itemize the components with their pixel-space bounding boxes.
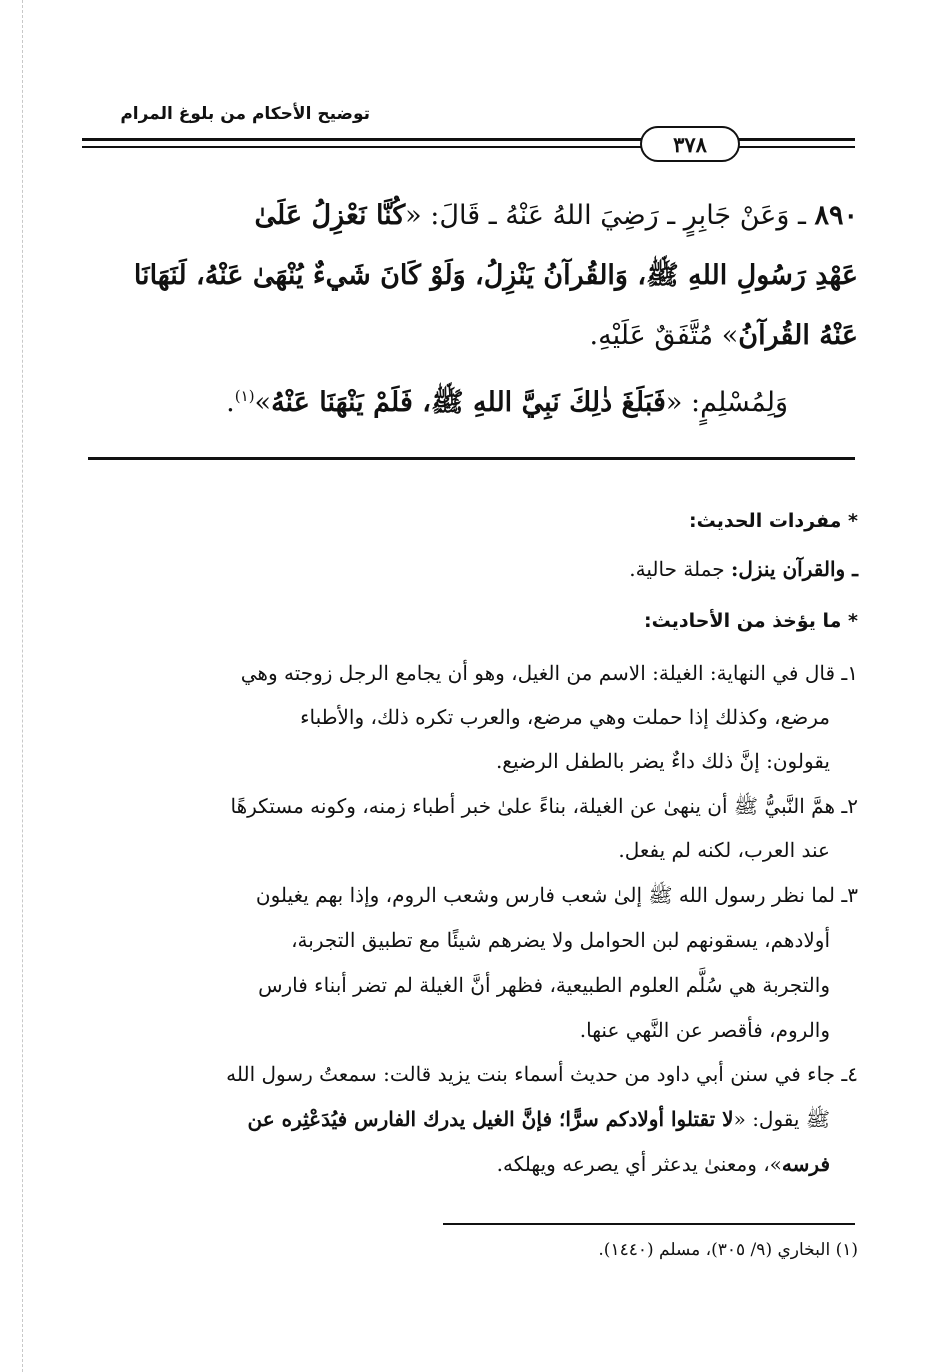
hadith-attribution: » مُتَّفَقٌ عَلَيْهِ. <box>589 320 739 351</box>
page-margin-line <box>22 0 23 1372</box>
lesson-text: »، ومعنىٰ يدعثر أي يصرعه ويهلكه. <box>496 1152 782 1176</box>
vocab-term: ـ والقرآن ينزل: <box>730 557 858 581</box>
vocab-item <box>629 550 858 588</box>
lesson-line: يقولون: إنَّ ذلك داءٌ يضر بالطفل الرضيع. <box>495 749 830 773</box>
footnote-rule <box>443 1223 855 1225</box>
hadith-quote-close: » <box>254 387 272 418</box>
lesson-line: والروم، فأقصر عن النَّهي عنها. <box>579 1018 830 1042</box>
lesson-quote: فرسه <box>781 1152 830 1176</box>
lesson-line: ١ـ قال في النهاية: الغيلة: الاسم من الغيل، وهو أن يجامع الرجل زوجته وهي <box>240 661 858 685</box>
lesson-line: مرضع، وكذلك إذا حملت وهي مرضع، والعرب تكره ذلك، والأطباء <box>300 705 830 729</box>
running-header-title: توضيح الأحكام من بلوغ المرام <box>120 104 370 124</box>
hadith-text: . <box>226 387 235 418</box>
hadith-line-3 <box>590 306 858 366</box>
page-number: ٣٧٨ <box>673 131 707 157</box>
hadith-number: ٨٩٠ <box>814 200 858 231</box>
section-divider <box>88 457 855 460</box>
hadith-quote: عَهْدِ رَسُولِ اللهِ ﷺ، وَالقُرآنُ يَنْزِلُ، وَلَوْ كَانَ شَيءٌ يُنْهَىٰ عَنْهُ، لَنَهَانَا <box>133 260 858 291</box>
lesson-line <box>497 1145 830 1183</box>
hadith-quote: كُنَّا نَعْزِلُ عَلَىٰ <box>254 200 406 231</box>
vocab-definition: جملة حالية. <box>629 557 731 581</box>
footnote-marker[interactable]: (١) <box>234 387 255 405</box>
lesson-line: ٤ـ جاء في سنن أبي داود من حديث أسماء بنت يزيد قالت: سمعتُ رسول الله <box>226 1062 858 1086</box>
lessons-heading: * ما يؤخذ من الأحاديث: <box>644 610 858 632</box>
hadith-text: ـ وَعَنْ جَابِرٍ ـ رَضِيَ اللهُ عَنْهُ ـ قَالَ: « <box>405 200 806 231</box>
hadith-quote: عَنْهُ القُرآنُ <box>738 320 858 351</box>
vocab-heading: * مفردات الحديث: <box>689 510 858 532</box>
hadith-line-2 <box>134 246 858 306</box>
lesson-line: أولادهم، يسقونهم لبن الحوامل ولا يضرهم شيئًا مع تطبيق التجربة، <box>291 928 830 952</box>
hadith-quote: فَبَلَغَ ذٰلِكَ نَبِيَّ اللهِ ﷺ، فَلَمْ يَنْهَنَا عَنْهُ <box>271 387 666 418</box>
lesson-line: ٣ـ لما نظر رسول الله ﷺ إلىٰ شعب فارس وشعب الروم، وإذا بهم يغيلون <box>255 883 858 907</box>
lesson-line: عند العرب، لكنه لم يفعل. <box>618 838 830 862</box>
footnote-text: (١) البخاري (٩/ ٣٠٥)، مسلم (١٤٤٠). <box>598 1240 858 1260</box>
page-number-badge <box>640 126 740 162</box>
lesson-line: ٢ـ همَّ النَّبيُّ ﷺ أن ينهىٰ عن الغيلة، بناءً علىٰ خبر أطباء زمنه، وكونه مستكرهًا <box>230 794 858 818</box>
hadith-line-4 <box>226 366 788 433</box>
lesson-line: والتجربة هي سُلَّم العلوم الطبيعية، فظهر أنَّ الغيلة لم تضر أبناء فارس <box>258 973 830 997</box>
hadith-line-1 <box>255 186 858 246</box>
lesson-text: ﷺ يقول: « <box>733 1107 830 1131</box>
lesson-quote: لا تقتلوا أولادكم سرًّا؛ فإنَّ الغيل يدرك الفارس فيُدَعْثِره عن <box>247 1107 734 1131</box>
hadith-text: وَلِمُسْلِمٍ: « <box>665 387 788 418</box>
lesson-line <box>248 1100 830 1138</box>
